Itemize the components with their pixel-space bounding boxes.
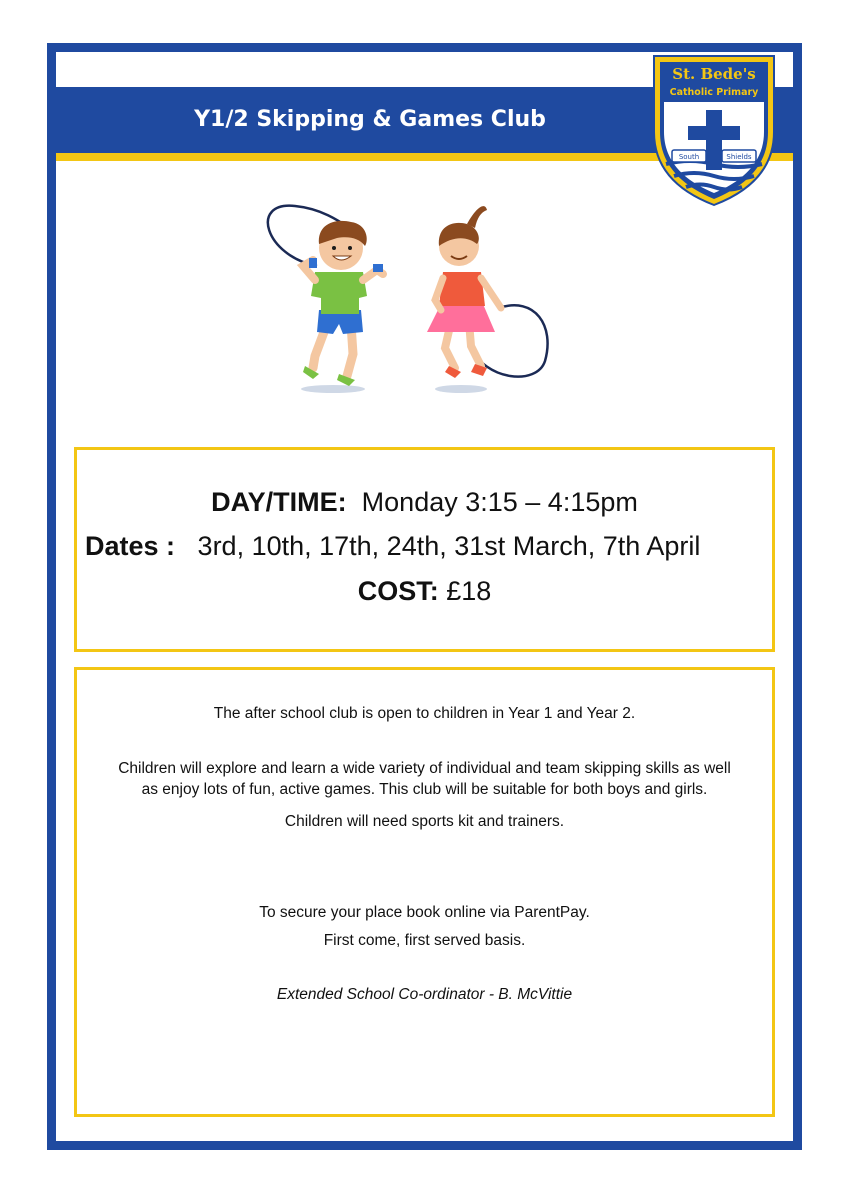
- booking-text: To secure your place book online via ParentPay.: [259, 904, 590, 921]
- coordinator-signature: Extended School Co-ordinator - B. McVittie: [276, 986, 573, 1003]
- day-time-value: Monday 3:15 – 4:15pm: [361, 487, 638, 517]
- activity-text-line2: as enjoy lots of fun, active games. This club will be suitable for both boys and girls.: [141, 781, 708, 798]
- details-box: [74, 447, 775, 652]
- description-box: [74, 667, 775, 1117]
- school-crest: [650, 52, 778, 209]
- poster-title: Y1/2 Skipping & Games Club: [194, 107, 546, 132]
- dates-row: [85, 531, 700, 562]
- first-come-text: First come, first served basis.: [323, 932, 526, 949]
- activity-text-line1: Children will explore and learn a wide variety of individual and team skipping skills as well: [118, 760, 731, 777]
- day-time-label: DAY/TIME:: [211, 487, 347, 517]
- dates-label: Dates :: [85, 531, 176, 561]
- eligibility-text: The after school club is open to children in Year 1 and Year 2.: [213, 705, 636, 722]
- crest-school-type: Catholic Primary: [669, 87, 759, 98]
- kit-text: Children will need sports kit and trainers.: [284, 813, 565, 830]
- dates-value: 3rd, 10th, 17th, 24th, 31st March, 7th April: [197, 531, 701, 561]
- children-skipping-illustration: [255, 196, 565, 396]
- cost-label: COST:: [357, 576, 439, 606]
- day-time-row: [77, 487, 772, 518]
- cost-value: £18: [446, 576, 492, 606]
- cost-row: [77, 576, 772, 607]
- crest-school-name: St. Bede's: [672, 65, 756, 83]
- crest-location-right: Shields: [726, 153, 752, 161]
- crest-location-left: South: [678, 153, 700, 161]
- children-skipping-icon: [255, 196, 565, 396]
- school-crest-icon: [650, 52, 778, 209]
